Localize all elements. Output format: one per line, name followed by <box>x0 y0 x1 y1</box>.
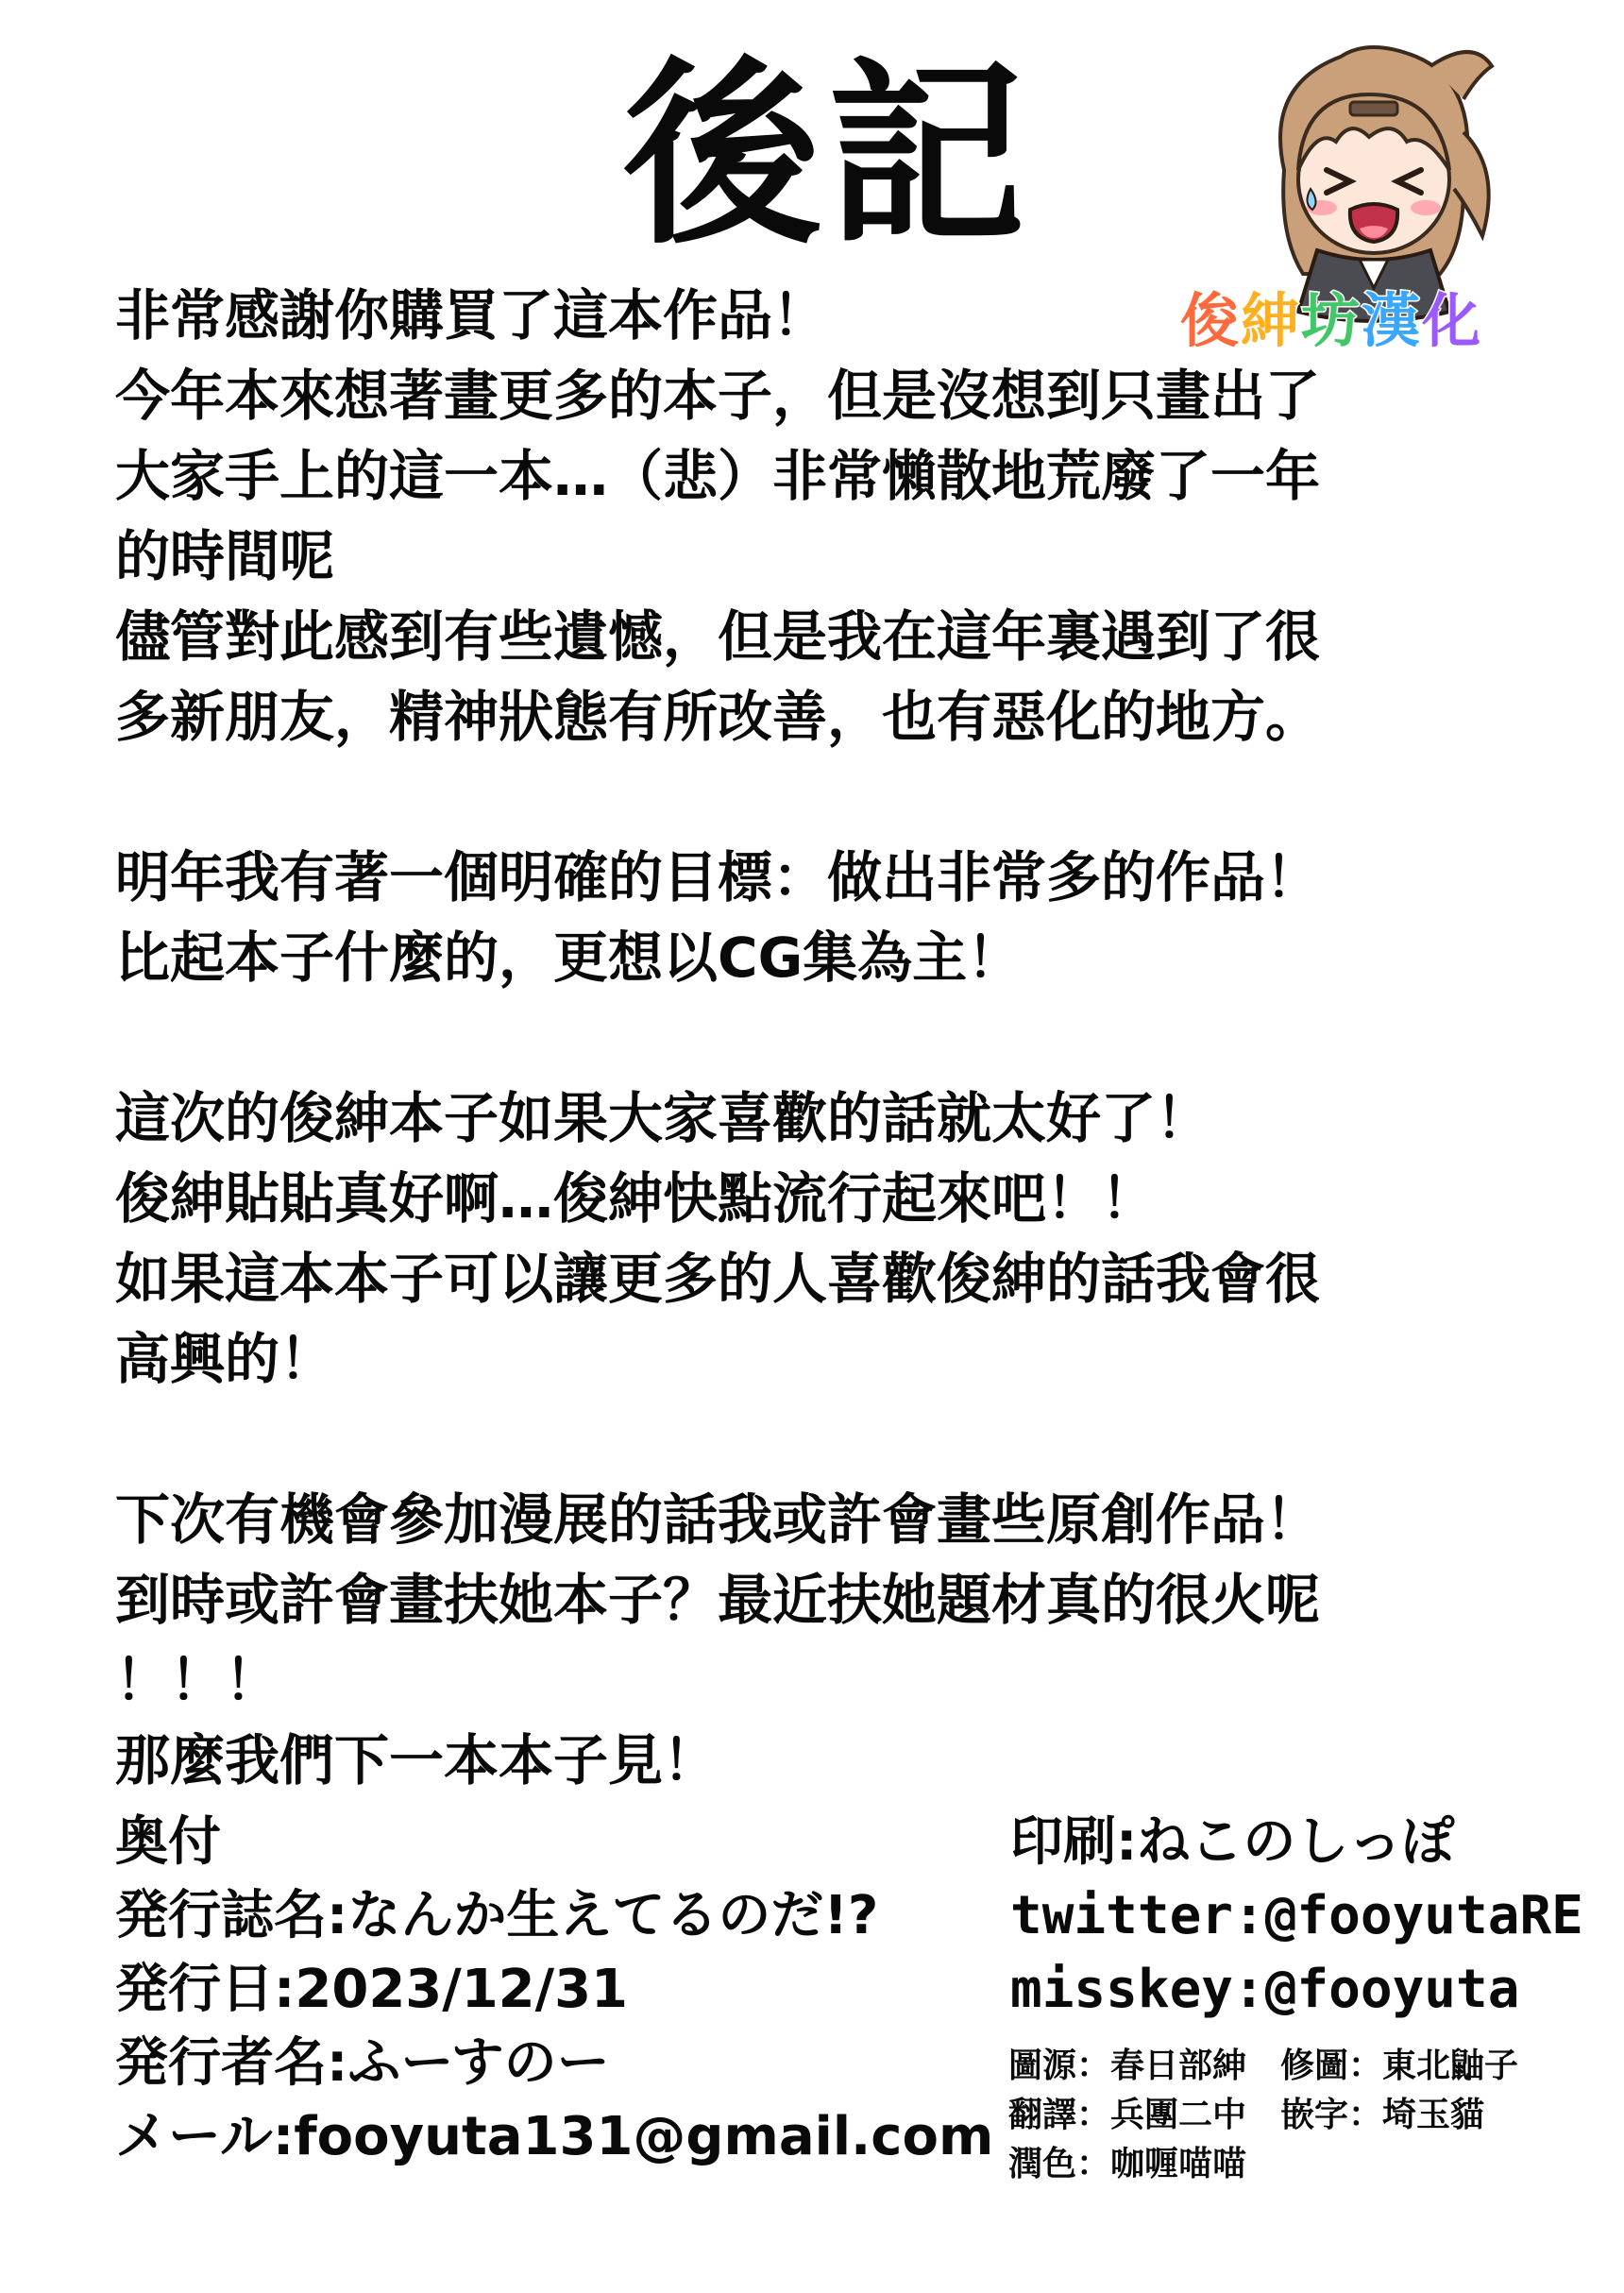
misskey-handle: misskey:@fooyuta <box>1010 1959 1520 2020</box>
contacts <box>1010 1806 1583 2027</box>
logo-char: 坊 <box>1301 286 1362 355</box>
afterword-line: 這次的俊紳本子如果大家喜歡的話就太好了！ <box>115 1086 1211 1150</box>
translation-credits <box>1008 2042 1518 2189</box>
logo-char: 漢 <box>1362 286 1423 355</box>
paragraph-gap <box>115 1400 1531 1480</box>
logo-char: 紳 <box>1241 286 1302 355</box>
paragraph-gap <box>115 998 1531 1079</box>
afterword-line: 明年我有著一個明確的目標：做出非常多的作品！ <box>115 845 1321 909</box>
credit-retouch: 修圖：東北鼬子 <box>1280 2047 1519 2085</box>
afterword-line: 非常感謝你購買了這本作品！ <box>115 283 828 348</box>
afterword-body <box>115 276 1531 1801</box>
page-title: 後記 <box>623 40 1032 271</box>
afterword-line: 如果這本本子可以讓更多的人喜歡俊紳的話我會很 <box>115 1247 1321 1311</box>
afterword-line: 高興的！ <box>115 1327 335 1391</box>
afterword-line: 下次有機會參加漫展的話我或許會畫些原創作品！ <box>115 1487 1321 1552</box>
colophon-heading: 奥付 <box>115 1811 221 1873</box>
colophon <box>115 1806 993 2174</box>
afterword-line: 那麼我們下一本本子見！ <box>115 1728 719 1792</box>
publisher-name: 発行者名:ふーすのー <box>115 2032 610 2094</box>
logo-char: 俊 <box>1180 286 1242 355</box>
afterword-line: 多新朋友，精神狀態有所改善，也有惡化的地方。 <box>115 685 1321 749</box>
credit-typeset: 嵌字：埼玉貓 <box>1280 2096 1485 2134</box>
contact-email: メール:fooyuta131@gmail.com <box>115 2106 994 2167</box>
credit-color: 潤色：咖喱喵喵 <box>1008 2145 1247 2183</box>
credit-source: 圖源：春日部紳 <box>1008 2047 1247 2085</box>
afterword-line: 儘管對此感到有些遺憾，但是我在這年裏遇到了很 <box>115 604 1321 669</box>
afterword-line: ！！！ <box>115 1648 280 1712</box>
twitter-handle: twitter:@fooyutaRE <box>1010 1885 1583 1946</box>
logo-char: 化 <box>1422 286 1483 355</box>
paragraph-gap <box>115 757 1531 838</box>
afterword-line: 俊紳貼貼真好啊…俊紳快點流行起來吧！！ <box>115 1166 1157 1231</box>
credit-translate: 翻譯：兵團二中 <box>1008 2096 1247 2134</box>
publication-date: 発行日:2023/12/31 <box>115 1959 629 2020</box>
afterword-line: 到時或許會畫扶她本子？最近扶她題材真的很火呢 <box>115 1568 1321 1632</box>
afterword-line: 今年本來想著畫更多的本子，但是沒想到只畫出了 <box>115 364 1321 428</box>
afterword-line: 大家手上的這一本…（悲）非常懶散地荒廢了一年 <box>115 444 1321 508</box>
publication-title: 発行誌名:なんか生えてるのだ!? <box>115 1885 879 1946</box>
afterword-line: 的時間呢 <box>115 524 335 588</box>
printer-name: 印刷:ねこのしっぽ <box>1010 1811 1455 1873</box>
afterword-line: 比起本子什麼的，更想以CG集為主！ <box>115 926 1023 990</box>
